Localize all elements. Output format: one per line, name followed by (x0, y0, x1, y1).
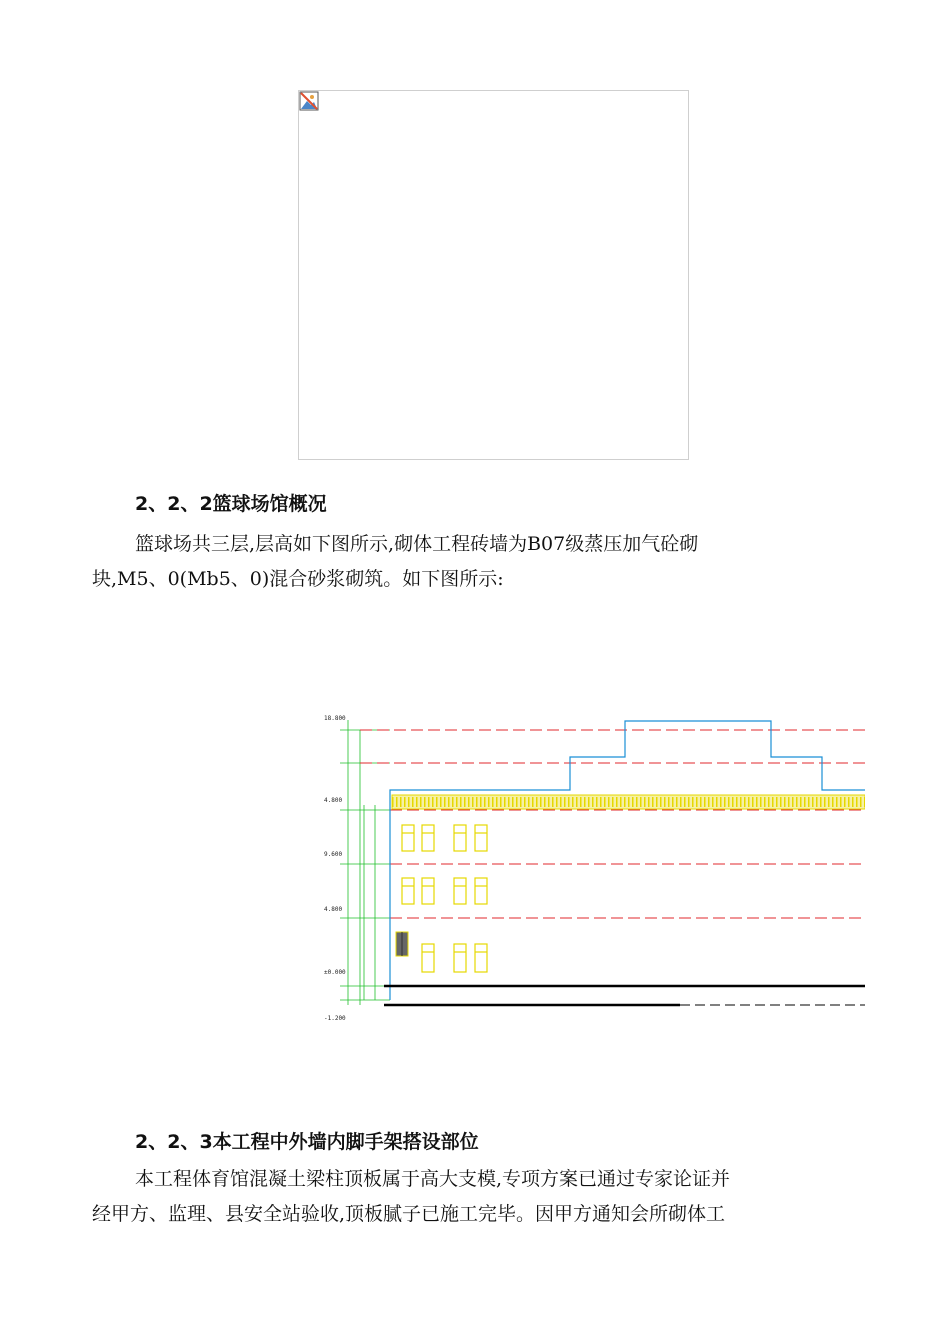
paragraph-scaffold-location (92, 1162, 852, 1232)
elevation-svg (320, 710, 865, 1025)
level-label: ±0.000 (324, 969, 346, 976)
ground-lines (384, 986, 865, 1005)
level-label: -1.200 (324, 1015, 346, 1022)
paragraph-line: 块,M5、0(Mb5、0)混合砂浆砌筑。如下图所示: (92, 568, 504, 590)
paragraph-line: 篮球场共三层,层高如下图所示,砌体工程砖墙为B07级蒸压加气砼砌 (135, 533, 699, 555)
level-lines-dashed (360, 730, 865, 986)
section-heading-basketball-venue: 2、2、2篮球场馆概况 (135, 493, 327, 515)
level-label: 9.600 (324, 851, 343, 858)
paragraph-line: 本工程体育馆混凝土梁柱顶板属于高大支模,专项方案已通过专家论证并 (135, 1168, 731, 1190)
windows (402, 825, 487, 972)
section-heading-scaffold-location: 2、2、3本工程中外墙内脚手架搭设部位 (135, 1131, 479, 1153)
door (396, 932, 408, 956)
paragraph-line: 经甲方、监理、县安全站验收,顶板腻子已施工完毕。因甲方通知会所砌体工 (92, 1203, 726, 1225)
parapet-band (392, 795, 865, 809)
elevation-drawing (320, 710, 865, 1025)
level-label: 4.800 (324, 906, 343, 913)
level-label: 18.800 (324, 715, 346, 722)
embedded-image-placeholder (298, 90, 689, 460)
paragraph-basketball-venue (92, 527, 852, 597)
level-label: 4.800 (324, 797, 343, 804)
broken-image-icon (299, 91, 319, 111)
